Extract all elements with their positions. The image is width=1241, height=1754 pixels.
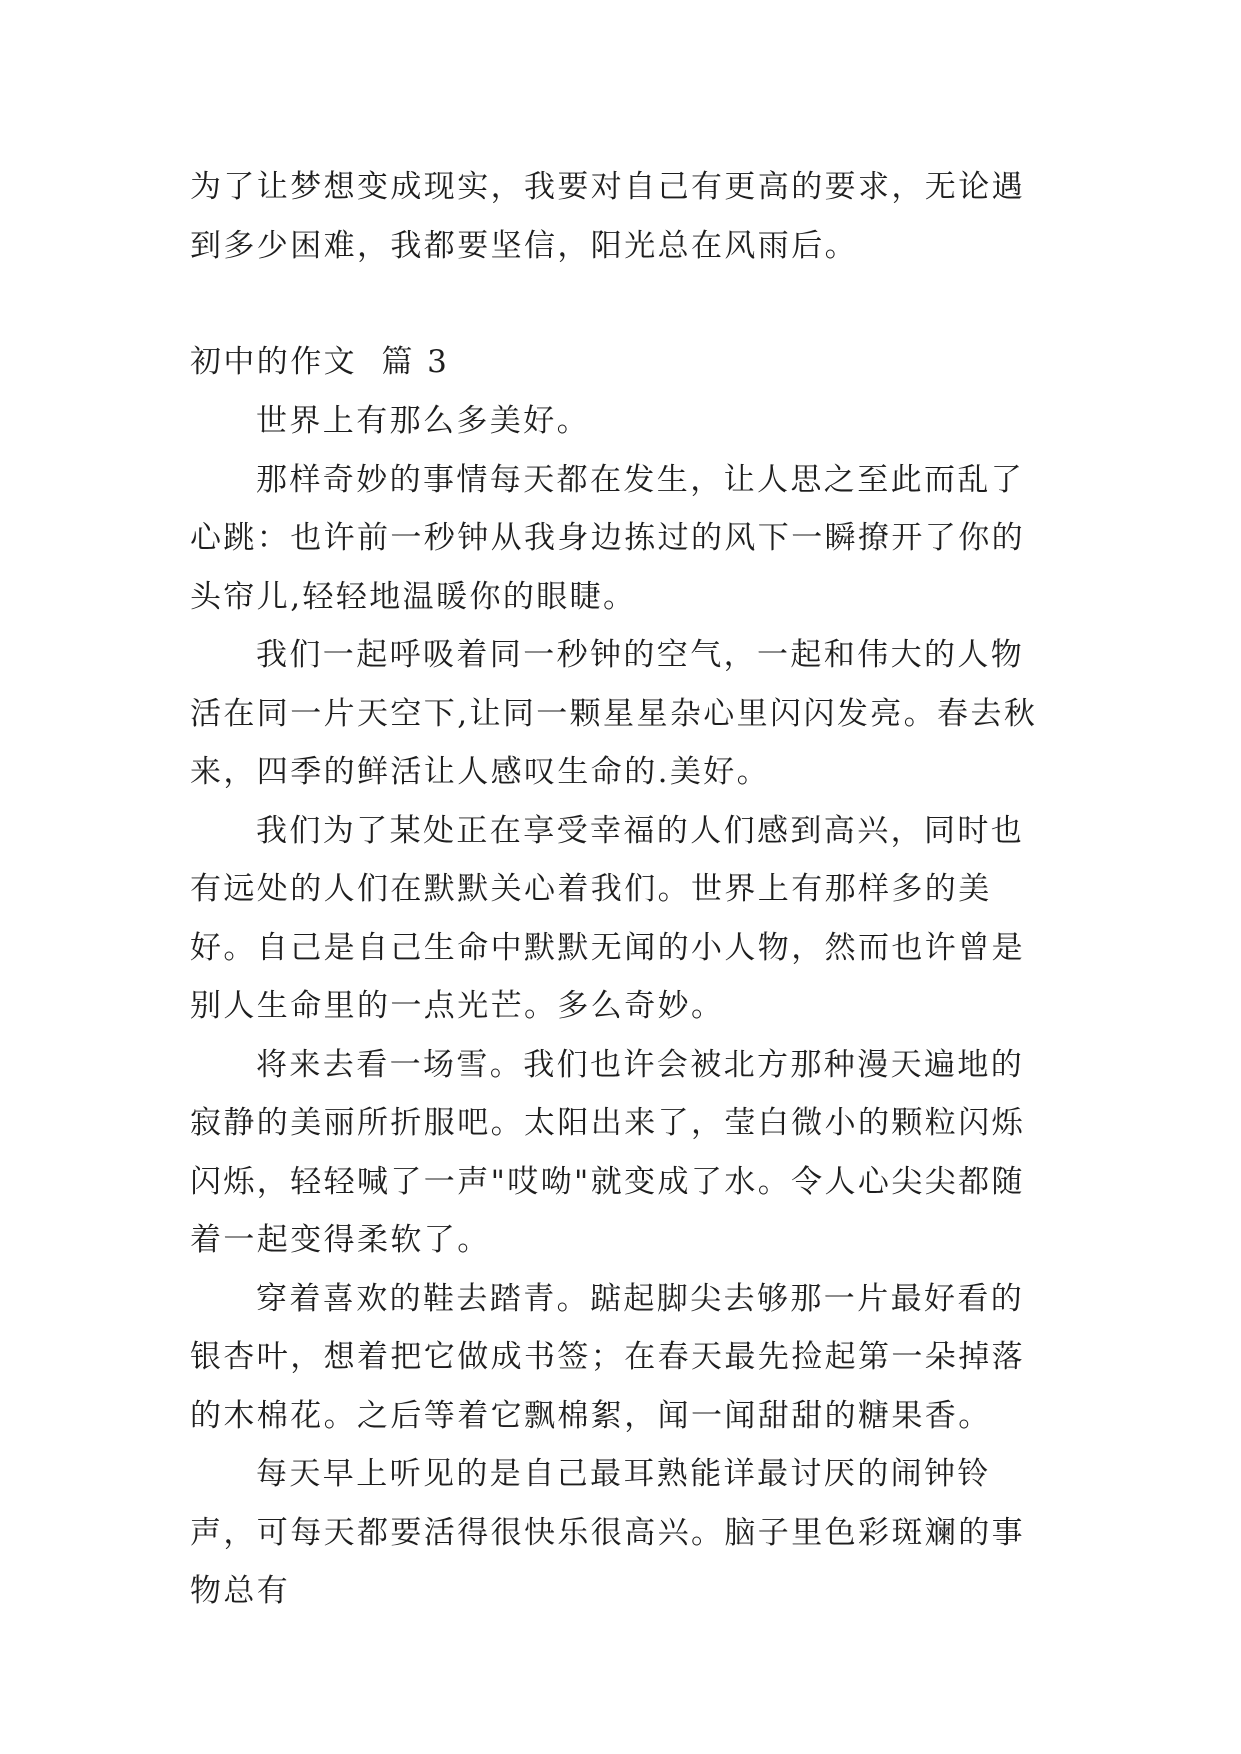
paragraph: 每天早上听见的是自己最耳熟能详最讨厌的闹钟铃声，可每天都要活得很快乐很高兴。脑子里色彩斑斓的事物总有 xyxy=(190,1456,1025,1609)
article-body xyxy=(190,392,1056,1621)
paragraph: 那样奇妙的事情每天都在发生，让人思之至此而乱了心跳：也许前一秒钟从我身边拣过的风下一瞬撩开了你的头帘儿,轻轻地温暖你的眼睫。 xyxy=(190,461,1025,615)
paragraph: 我们一起呼吸着同一秒钟的空气，一起和伟大的人物活在同一片天空下,让同一颗星星杂心里闪闪发亮。春去秋来，四季的鲜活让人感叹生命的.美好。 xyxy=(190,637,1038,790)
paragraph: 我们为了某处正在享受幸福的人们感到高兴，同时也有远处的人们在默默关心着我们。世界上有那样多的美好。自己是自己生命中默默无闻的小人物，然而也许曾是别人生命里的一点光芒。多么奇妙。 xyxy=(190,812,1025,1024)
paragraph: 穿着喜欢的鞋去踏青。踮起脚尖去够那一片最好看的银杏叶，想着把它做成书签；在春天最先捡起第一朵掉落的木棉花。之后等着它飘棉絮，闻一闻甜甜的糖果香。 xyxy=(190,1280,1025,1434)
paragraph: 世界上有那么多美好。 xyxy=(256,403,590,439)
intro-paragraph: 为了让梦想变成现实，我要对自己有更高的要求，无论遇到多少困难，我都要坚信，阳光总在风雨后。 xyxy=(190,169,1025,264)
paragraph: 将来去看一场雪。我们也许会被北方那种漫天遍地的寂静的美丽所折服吧。太阳出来了，莹白微小的颗粒闪烁闪烁，轻轻喊了一声"哎呦"就变成了水。令人心尖尖都随着一起变得柔软了。 xyxy=(190,1046,1025,1258)
section-heading: 初中的作文 篇 3 xyxy=(190,344,450,380)
